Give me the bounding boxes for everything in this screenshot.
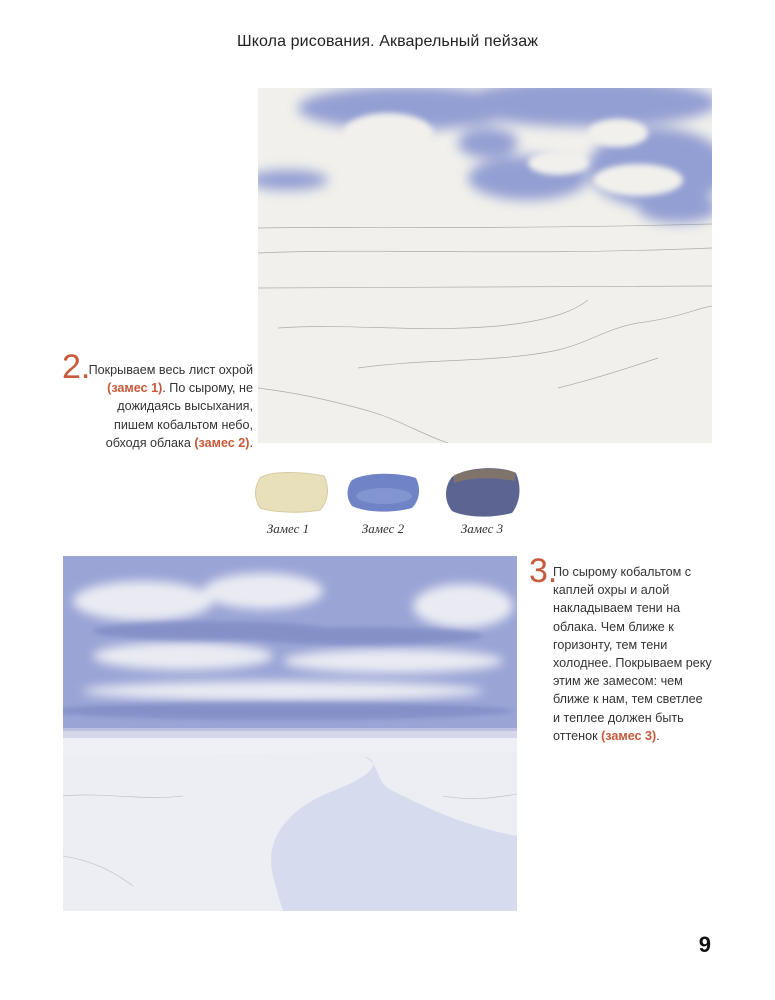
swatch-label-3: Замес 3	[460, 521, 504, 536]
swatch-label-1: Замес 1	[266, 521, 310, 536]
swatch-label-2: Замес 2	[361, 521, 405, 536]
page-number: 9	[698, 932, 711, 957]
paint-swatch-2	[346, 468, 422, 514]
step-2-number: 2.	[62, 348, 91, 386]
page-header: Школа рисования. Акварельный пейзаж	[236, 33, 538, 50]
paint-swatch-1	[254, 468, 330, 514]
paint-swatch-3	[444, 463, 522, 519]
step-2-text: Покрываем весь лист охрой (замес 1). По сырому, не дожидаясь высыхания, пишем кобальтом небо, обходя облака (замес 2).	[88, 363, 253, 450]
watercolor-step-3-image	[63, 556, 517, 911]
step-3-text: По сырому кобальтом с каплей охры и алой накладываем тени на облака. Чем ближе к горизонту, тем тени холоднее. Покрываем реку этим же замесом: чем ближе к нам, тем светлее и теплее должен быть оттенок (замес 3).	[553, 565, 712, 743]
step-3-number: 3.	[529, 552, 558, 590]
watercolor-step-2-image	[258, 88, 712, 443]
